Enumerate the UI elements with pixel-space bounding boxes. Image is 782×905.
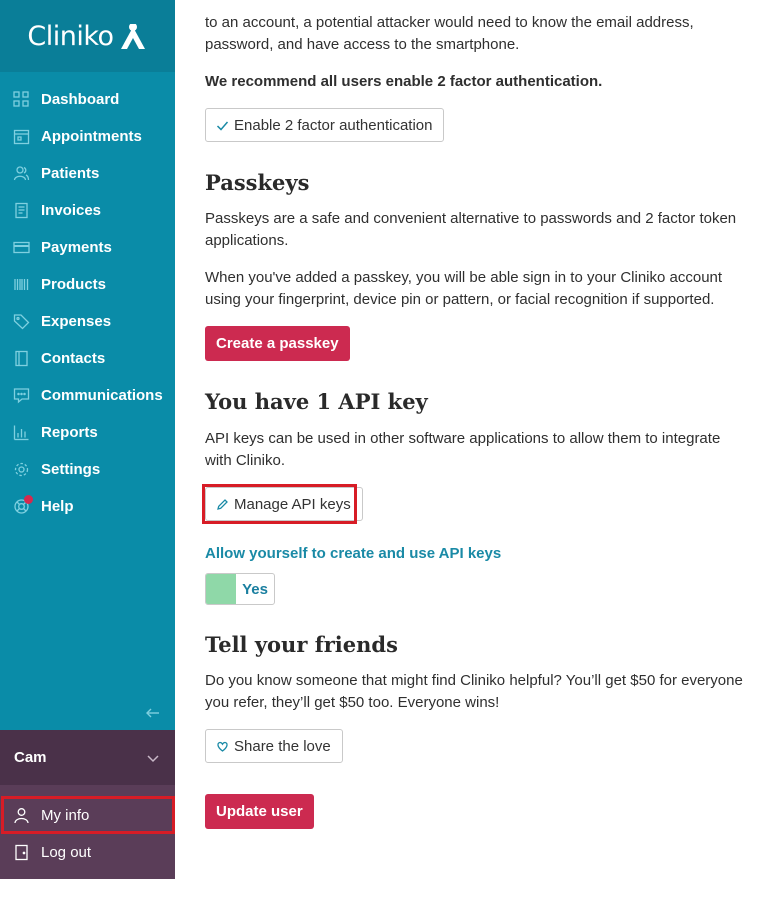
referral-description: Do you know someone that might find Cliniko helpful? You’ll get $50 for everyone you refer, they’ll get $50 too. Everyone wins! [205, 672, 743, 711]
manage-api-keys-button[interactable] [205, 487, 363, 521]
nav-label: Expenses [41, 313, 112, 330]
payment-card-icon [12, 239, 30, 257]
nav-item-patients[interactable] [0, 155, 175, 192]
dashboard-icon [12, 91, 30, 109]
cliniko-logo-icon [118, 21, 148, 51]
chevron-down-icon [146, 751, 160, 765]
nav-item-appointments[interactable] [0, 118, 175, 155]
calendar-icon [12, 128, 30, 146]
nav-label: Reports [41, 424, 98, 441]
main-nav [0, 81, 175, 525]
notification-dot [24, 495, 33, 504]
tell-friends-heading: Tell your friends [205, 632, 398, 657]
share-the-love-label: Share the love [234, 737, 331, 755]
user-menu-my-info[interactable] [0, 797, 175, 834]
manage-api-keys-label: Manage API keys [234, 495, 351, 513]
check-icon [216, 119, 229, 132]
pencil-icon [216, 498, 229, 511]
enable-2fa-button[interactable] [205, 108, 444, 142]
enable-2fa-label: Enable 2 factor authentication [234, 116, 433, 134]
nav-item-dashboard[interactable] [0, 81, 175, 118]
nav-item-payments[interactable] [0, 229, 175, 266]
toggle-knob [206, 574, 236, 604]
invoice-icon [12, 202, 30, 220]
passkeys-description-2: When you've added a passkey, you will be able sign in to your Cliniko account using your fingerprint, device pin or pattern, or facial recognition if supported. [205, 269, 723, 308]
user-menu-toggle[interactable] [0, 730, 175, 785]
nav-item-expenses[interactable] [0, 303, 175, 340]
create-passkey-button[interactable]: Create a passkey [205, 326, 350, 361]
collapse-sidebar-arrow-icon[interactable] [145, 705, 161, 721]
allow-api-keys-label: Allow yourself to create and use API keys [205, 545, 502, 562]
nav-item-communications[interactable] [0, 377, 175, 414]
nav-label: Invoices [41, 202, 102, 219]
recommend-2fa-text: We recommend all users enable 2 factor authentication. [205, 73, 603, 90]
barcode-icon [12, 276, 30, 294]
user-menu-label: Log out [41, 844, 92, 861]
user-icon [12, 807, 30, 825]
nav-item-invoices[interactable] [0, 192, 175, 229]
passkeys-heading: Passkeys [205, 170, 310, 195]
tag-icon [12, 313, 30, 331]
nav-item-reports[interactable] [0, 414, 175, 451]
nav-label: Dashboard [41, 91, 120, 108]
nav-label: Appointments [41, 128, 142, 145]
user-menu [0, 785, 175, 879]
gear-icon [12, 461, 30, 479]
update-user-button[interactable]: Update user [205, 794, 314, 829]
heart-icon [216, 740, 229, 753]
passkeys-description: Passkeys are a safe and convenient alternative to passwords and 2 factor token applications. [205, 210, 737, 249]
nav-label: Patients [41, 165, 100, 182]
user-menu-log-out[interactable] [0, 834, 175, 871]
api-key-description: API keys can be used in other software applications to allow them to integrate with Cliniko. [205, 430, 721, 469]
chat-icon [12, 387, 30, 405]
nav-label: Payments [41, 239, 112, 256]
toggle-value: Yes [242, 580, 268, 598]
nav-label: Settings [41, 461, 101, 478]
contacts-book-icon [12, 350, 30, 368]
nav-item-contacts[interactable] [0, 340, 175, 377]
nav-label: Communications [41, 387, 163, 404]
sidebar [0, 0, 175, 879]
lifebuoy-icon [12, 498, 30, 516]
nav-item-help[interactable] [0, 488, 175, 525]
user-name: Cam [14, 749, 47, 766]
nav-label: Help [41, 498, 74, 515]
nav-item-products[interactable] [0, 266, 175, 303]
patients-icon [12, 165, 30, 183]
door-icon [12, 844, 30, 862]
bar-chart-icon [12, 424, 30, 442]
user-menu-label: My info [41, 807, 90, 824]
nav-label: Products [41, 276, 107, 293]
nav-label: Contacts [41, 350, 106, 367]
logo[interactable] [0, 0, 175, 72]
share-the-love-button[interactable] [205, 729, 343, 763]
allow-api-keys-toggle[interactable] [205, 573, 275, 605]
nav-item-settings[interactable] [0, 451, 175, 488]
logo-text: Cliniko [27, 20, 114, 52]
api-key-heading: You have 1 API key [205, 389, 428, 414]
two-factor-description: to an account, a potential attacker would need to know the email address, password, and have access to the smartphone. [205, 14, 694, 53]
